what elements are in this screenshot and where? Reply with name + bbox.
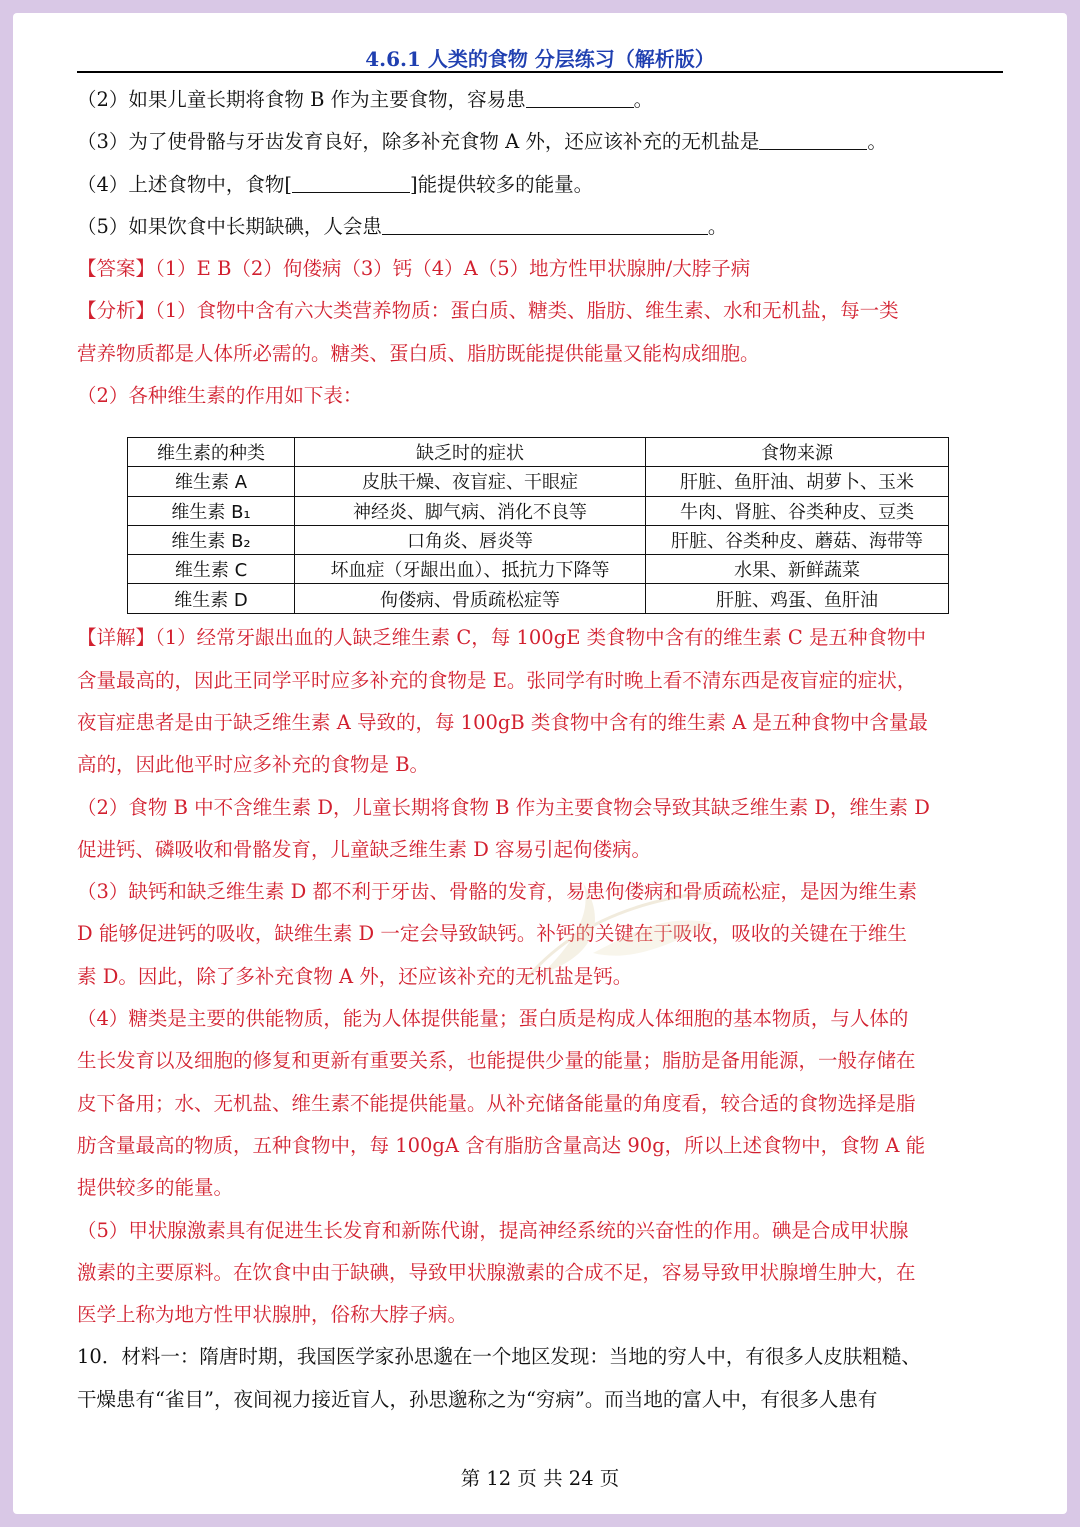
analysis-tag: 【分析】 [77, 299, 156, 323]
detail-line: 提供较多的能量。 [77, 1176, 234, 1200]
table-header-row [128, 438, 949, 467]
question-2: （2）如果儿童长期将食物 B 作为主要食物，容易患 。 [77, 79, 1003, 121]
question-4: （4）上述食物中，食物[ ]能提供较多的能量。 [77, 164, 1003, 206]
table-row [128, 555, 949, 584]
table-cell: 维生素 A [128, 467, 295, 496]
table-cell: 维生素 B₂ [128, 525, 295, 554]
answer-blank [526, 81, 634, 108]
detail-line: （2）食物 B 中不含维生素 D，儿童长期将食物 B 作为主要食物会导致其缺乏维生素 D，维生素 D [77, 795, 930, 819]
table-cell: 肝脏、鸡蛋、鱼肝油 [646, 584, 949, 613]
detail-line: 高的，因此他平时应多补充的食物是 B。 [77, 753, 430, 777]
leaf-watermark-icon [503, 873, 723, 993]
answer-tag: 【答案】 [77, 257, 156, 281]
table-row [128, 496, 949, 525]
table-cell: 口角炎、唇炎等 [295, 525, 646, 554]
analysis-line: 【分析】（1）食物中含有六大类营养物质：蛋白质、糖类、脂肪、维生素、水和无机盐，每一类 [77, 299, 899, 323]
vitamin-table [127, 437, 949, 614]
table-cell: 坏血症（牙龈出血）、抵抗力下降等 [295, 555, 646, 584]
analysis-line: 营养物质都是人体所必需的。糖类、蛋白质、脂肪既能提供能量又能构成细胞。 [77, 341, 760, 365]
detail-line: 促进钙、磷吸收和骨骼发育，儿童缺乏维生素 D 容易引起佝偻病。 [77, 837, 652, 861]
detail-line: D 能够促进钙的吸收，缺维生素 D 一定会导致缺钙。补钙的关键在于吸收，吸收的关键在于维生 [77, 922, 907, 946]
question-5: （5）如果饮食中长期缺碘，人会患 。 [77, 206, 1003, 248]
question-10-line: 10．材料一：隋唐时期，我国医学家孙思邈在一个地区发现：当地的穷人中，有很多人皮肤粗糙、 [77, 1345, 921, 1369]
detail-line: 生长发育以及细胞的修复和更新有重要关系，也能提供少量的能量；脂肪是备用能源，一般存储在 [77, 1049, 916, 1073]
answer-blank [759, 123, 867, 150]
document-body [77, 79, 1003, 1421]
table-row [128, 525, 949, 554]
detail-line: （5）甲状腺激素具有促进生长发育和新陈代谢，提高神经系统的兴奋性的作用。碘是合成甲状腺 [77, 1218, 909, 1242]
table-cell: 水果、新鲜蔬菜 [646, 555, 949, 584]
table-cell: 肝脏、谷类种皮、蘑菇、海带等 [646, 525, 949, 554]
table-cell: 皮肤干燥、夜盲症、干眼症 [295, 467, 646, 496]
detail-line: （4）糖类是主要的供能物质，能为人体提供能量；蛋白质是构成人体细胞的基本物质，与人体的 [77, 1007, 909, 1031]
answer-blank [292, 166, 410, 193]
page-title: 4.6.1 人类的食物 分层练习（解析版） [365, 47, 715, 71]
answer-line: 【答案】（1）E B（2）佝偻病（3）钙（4）A（5）地方性甲状腺肿/大脖子病 [77, 257, 751, 281]
detail-line: 医学上称为地方性甲状腺肿，俗称大脖子病。 [77, 1303, 468, 1327]
table-header-cell: 维生素的种类 [128, 438, 295, 467]
table-cell: 神经炎、脚气病、消化不良等 [295, 496, 646, 525]
detail-line: 含量最高的，因此王同学平时应多补充的食物是 E。张同学有时晚上看不清东西是夜盲症的症状， [77, 668, 917, 692]
detail-line: 皮下备用；水、无机盐、维生素不能提供能量。从补充储备能量的角度看，较合适的食物选择是脂 [77, 1091, 916, 1115]
detail-line: 【详解】（1）经常牙龈出血的人缺乏维生素 C，每 100gE 类食物中含有的维生素 C 是五种食物中 [77, 626, 926, 650]
detail-line: 激素的主要原料。在饮食中由于缺碘，导致甲状腺激素的合成不足，容易导致甲状腺增生肿大，在 [77, 1260, 916, 1284]
detail-line: 素 D。因此，除了多补充食物 A 外，还应该补充的无机盐是钙。 [77, 964, 633, 988]
detail-tag: 【详解】 [77, 626, 156, 650]
question-10-line: 干燥患有“雀目”，夜间视力接近盲人，孙思邈称之为“穷病”。而当地的富人中，有很多人患有 [77, 1387, 878, 1411]
table-cell: 维生素 C [128, 555, 295, 584]
table-cell: 佝偻病、骨质疏松症等 [295, 584, 646, 613]
table-cell: 维生素 D [128, 584, 295, 613]
detail-line: （3）缺钙和缺乏维生素 D 都不利于牙齿、骨骼的发育，易患佝偻病和骨质疏松症，是因为维生素 [77, 880, 917, 904]
table-cell: 肝脏、鱼肝油、胡萝卜、玉米 [646, 467, 949, 496]
answer-blank [382, 208, 708, 235]
table-cell: 维生素 B₁ [128, 496, 295, 525]
table-header-cell: 食物来源 [646, 438, 949, 467]
detail-line: 夜盲症患者是由于缺乏维生素 A 导致的，每 100gB 类食物中含有的维生素 A 是五种食物中含量最 [77, 710, 928, 734]
detail-line: 肪含量最高的物质，五种食物中，每 100gA 含有脂肪含量高达 90g，所以上述食物中，食物 A 能 [77, 1133, 926, 1157]
table-row [128, 584, 949, 613]
table-header-cell: 缺乏时的症状 [295, 438, 646, 467]
document-page [13, 13, 1067, 1514]
page-number: 第 12 页 共 24 页 [460, 1467, 620, 1490]
table-row [128, 467, 949, 496]
header-divider [77, 71, 1003, 73]
question-3: （3）为了使骨骼与牙齿发育良好，除多补充食物 A 外，还应该补充的无机盐是 。 [77, 121, 1003, 163]
analysis-line: （2）各种维生素的作用如下表： [77, 384, 363, 408]
table-cell: 牛肉、肾脏、谷类种皮、豆类 [646, 496, 949, 525]
